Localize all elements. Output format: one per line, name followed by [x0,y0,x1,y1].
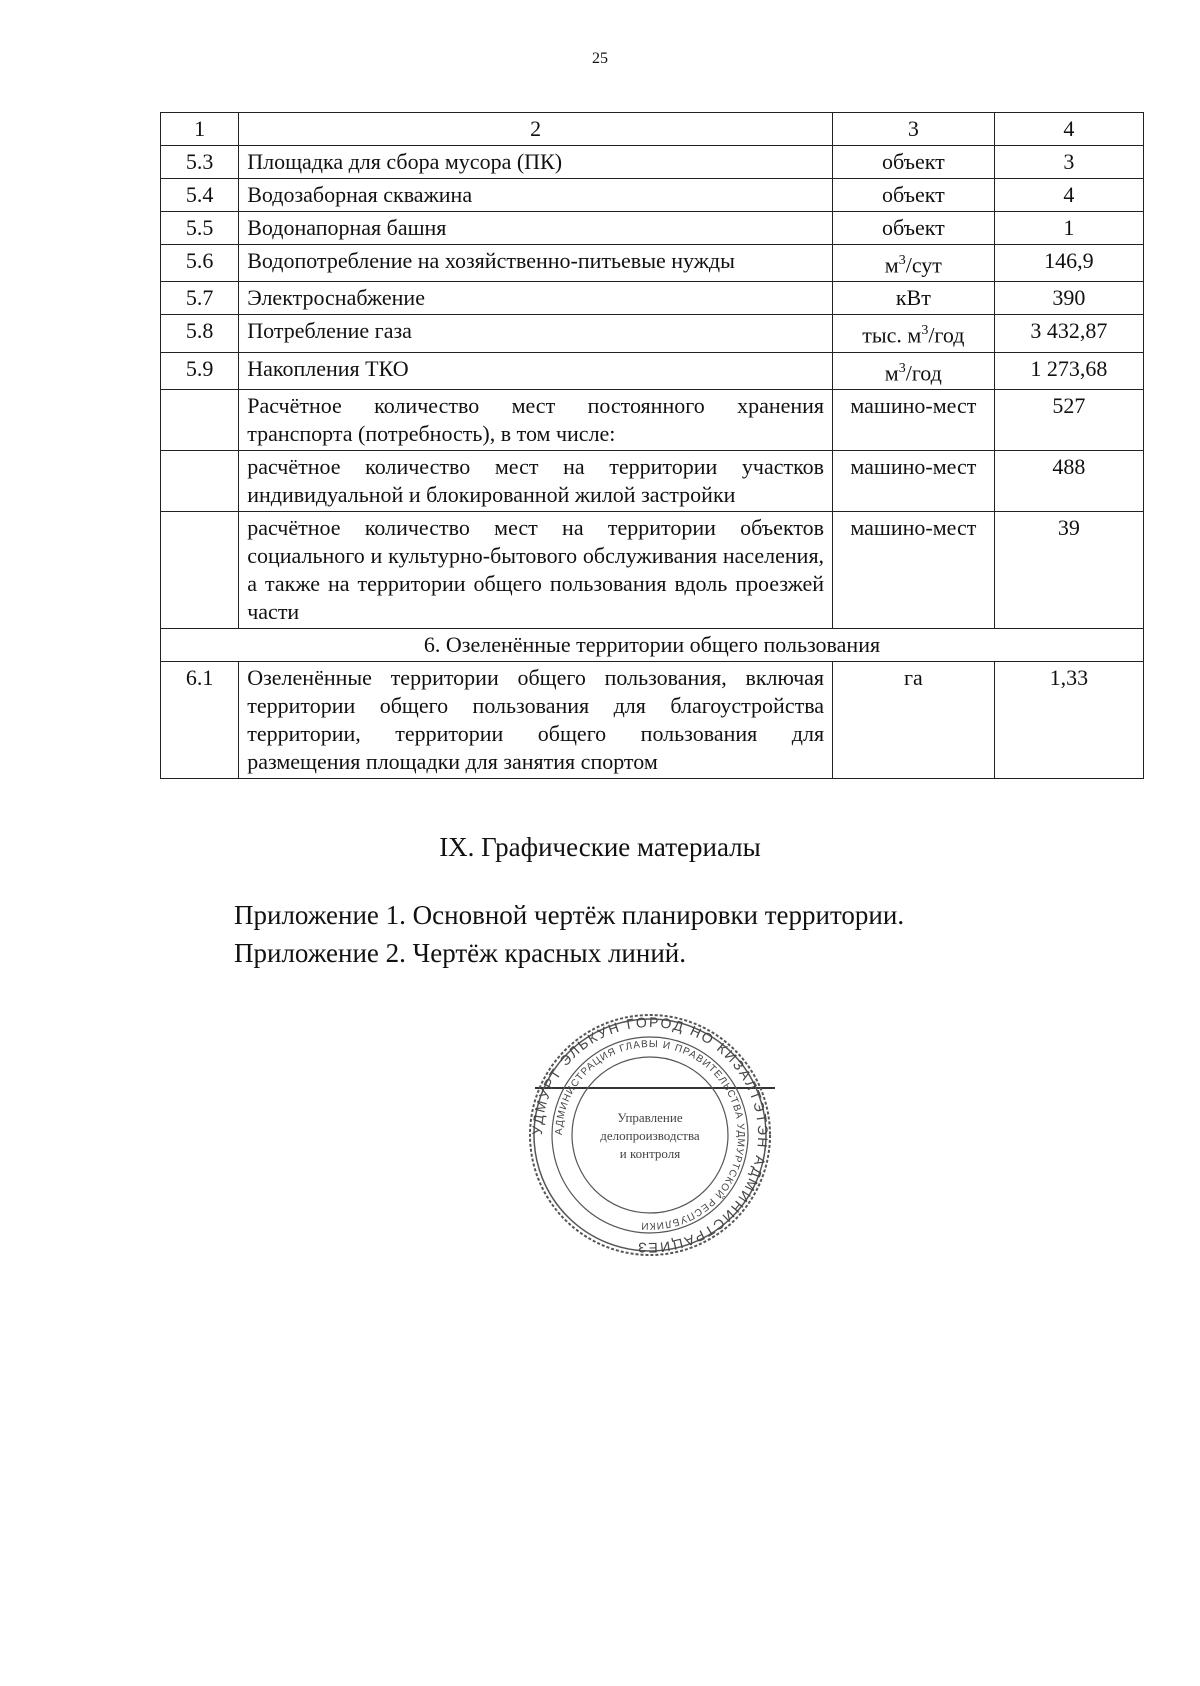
table-row [161,245,1144,282]
row-unit-cell [833,245,995,282]
row-name-cell: Водозаборная скважина [239,179,833,212]
row-unit-cell: машино-мест [833,389,995,450]
row-number-cell [161,450,239,511]
unit-superscript: 3 [898,253,906,268]
row-number-cell: 5.8 [161,315,239,352]
row-value-cell: 39 [994,511,1143,628]
unit-superscript: 3 [898,360,906,376]
unit-base: м [884,359,899,385]
section-heading: IX. Графические материалы [439,832,761,862]
row-number-cell: 5.4 [161,179,239,212]
unit-base: тыс. м [862,322,922,348]
section-title-cell: 6. Озеленённые территории общего пользования [161,628,1144,661]
row-number-cell [161,511,239,628]
row-name-cell: Водонапорная башня [239,212,833,245]
seal-outer-text: УДМУРТ ЭЛЬКУН ГОРОД НО КИЗАЛТЭТЭН АДМИНИСТРАЦИЕЗ [528,1013,772,1257]
row-name-cell: Водопотребление на хозяйственно-питьевые нужды [239,245,833,282]
row-value-cell: 3 432,87 [994,315,1143,352]
table-row [161,315,1144,352]
table-row [161,146,1144,179]
table-row [161,389,1144,450]
row-value-cell: 1 [994,212,1143,245]
table-row [161,282,1144,315]
row-value-cell: 390 [994,282,1143,315]
row-value-cell: 1,33 [994,661,1143,778]
unit-superscript: 3 [921,323,929,339]
appendix-list [234,896,904,972]
table-row [161,661,1144,778]
row-number-cell: 5.9 [161,352,239,389]
page-number: 25 [592,50,608,67]
unit-rest: /сут [905,252,942,278]
table-row [161,179,1144,212]
section-title-row [161,628,1144,661]
row-value-cell: 1 273,68 [994,352,1143,389]
row-name-cell: Потребление газа [239,315,833,352]
row-unit-cell: машино-мест [833,450,995,511]
row-unit-cell: машино-мест [833,511,995,628]
table-row [161,511,1144,628]
seal-inner-text: АДМИНИСТРАЦИЯ ГЛАВЫ И ПРАВИТЕЛЬСТВА УДМУРТСКОЙ РЕСПУБЛИКИ [553,1038,747,1232]
row-unit-cell: объект [833,179,995,212]
header-cell: 2 [239,113,833,146]
row-name-cell: Электроснабжение [239,282,833,315]
row-name-cell: Накопления ТКО [239,352,833,389]
unit-rest: /год [905,359,942,385]
row-number-cell: 5.7 [161,282,239,315]
unit-rest: /год [928,322,965,348]
official-seal [525,1010,775,1260]
row-value-cell: 4 [994,179,1143,212]
unit-base: м [884,252,899,278]
row-value-cell: 146,9 [994,245,1143,282]
seal-center-line: и контроля [619,1146,681,1161]
table-header-row [161,113,1144,146]
row-value-cell: 527 [994,389,1143,450]
header-cell: 4 [994,113,1143,146]
table-row [161,352,1144,389]
row-name-cell: расчётное количество мест на территории участков индивидуальной и блокированной жилой застройки [239,450,833,511]
row-value-cell: 3 [994,146,1143,179]
row-number-cell: 6.1 [161,661,239,778]
row-unit-cell: объект [833,146,995,179]
row-value-cell: 488 [994,450,1143,511]
seal-center-line: делопроизводства [600,1128,700,1143]
row-unit-cell [833,352,995,389]
header-cell: 3 [833,113,995,146]
row-name-cell: Площадка для сбора мусора (ПК) [239,146,833,179]
indicators-table [160,112,1144,779]
row-number-cell [161,389,239,450]
header-cell: 1 [161,113,239,146]
row-number-cell: 5.5 [161,212,239,245]
row-number-cell: 5.3 [161,146,239,179]
seal-center-line: Управление [617,1110,683,1125]
row-name-cell: Озеленённые территории общего пользования, включая территории общего пользования для благоустройства территории, территории общего пользования для размещения площадки для занятия спортом [239,661,833,778]
appendix-item: Приложение 2. Чертёж красных линий. [234,938,686,968]
row-name-cell: расчётное количество мест на территории объектов социального и культурно-бытового обслуживания населения, а также на территории общего пользования вдоль проезжей части [239,511,833,628]
row-number-cell: 5.6 [161,245,239,282]
row-unit-cell [833,315,995,352]
row-unit-cell: кВт [833,282,995,315]
row-name-cell: Расчётное количество мест постоянного хранения транспорта (потребность), в том числе: [239,389,833,450]
table-row [161,450,1144,511]
row-unit-cell: объект [833,212,995,245]
appendix-item: Приложение 1. Основной чертёж планировки территории. [234,900,905,930]
row-unit-cell: га [833,661,995,778]
table-row [161,212,1144,245]
